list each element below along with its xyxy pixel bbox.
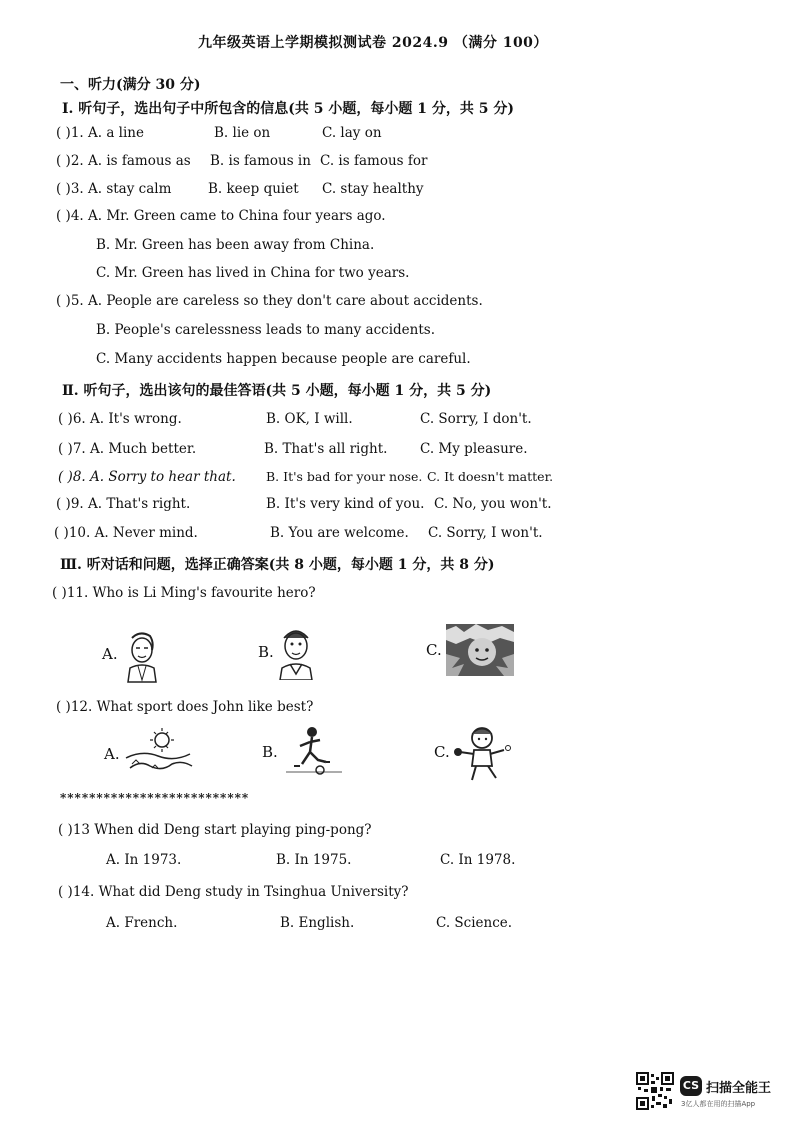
q12-option-c-label: C. [434, 743, 450, 761]
q11-option-c-label: C. [426, 641, 442, 659]
q12-option-b-label: B. [262, 743, 278, 761]
section-3-heading: Ⅲ. 听对话和问题，选择正确答案(共 8 小题，每小题 1 分，共 8 分) [60, 557, 495, 573]
section-2-heading: Ⅱ. 听句子，选出该句的最佳答语(共 5 小题，每小题 1 分，共 5 分) [62, 383, 492, 399]
ping-pong-player-image [452, 722, 516, 782]
part1-heading: 一、听力(满分 30 分) [60, 77, 201, 93]
q11-option-a-label: A. [102, 645, 118, 663]
question-11: ( )11. Who is Li Ming's favourite hero? [52, 585, 316, 601]
qr-code-icon [636, 1072, 674, 1110]
question-13: ( )13 When did Deng start playing ping-pong? [58, 822, 372, 838]
camscanner-brand: 扫描全能王 [706, 1081, 772, 1096]
question-14: ( )14. What did Deng study in Tsinghua University? [58, 884, 409, 900]
page-title: 九年级英语上学期模拟测试卷 2024.9 （满分 100） [198, 35, 548, 51]
portrait-b-image [276, 624, 316, 680]
divider-stars: ************************** [60, 791, 250, 805]
football-player-image [282, 724, 346, 776]
section-1-heading: Ⅰ. 听句子，选出句子中所包含的信息(共 5 小题，每小题 1 分，共 5 分) [62, 101, 515, 117]
mountain-climbing-image [122, 728, 194, 776]
portrait-c-image [446, 624, 514, 676]
q11-option-b-label: B. [258, 643, 274, 661]
camscanner-tagline: 3亿人都在用的扫描App [681, 1100, 756, 1108]
q12-option-a-label: A. [104, 745, 120, 763]
question-12: ( )12. What sport does John like best? [56, 699, 314, 715]
camscanner-logo-icon: CS [680, 1076, 702, 1096]
portrait-a-image [118, 628, 164, 684]
